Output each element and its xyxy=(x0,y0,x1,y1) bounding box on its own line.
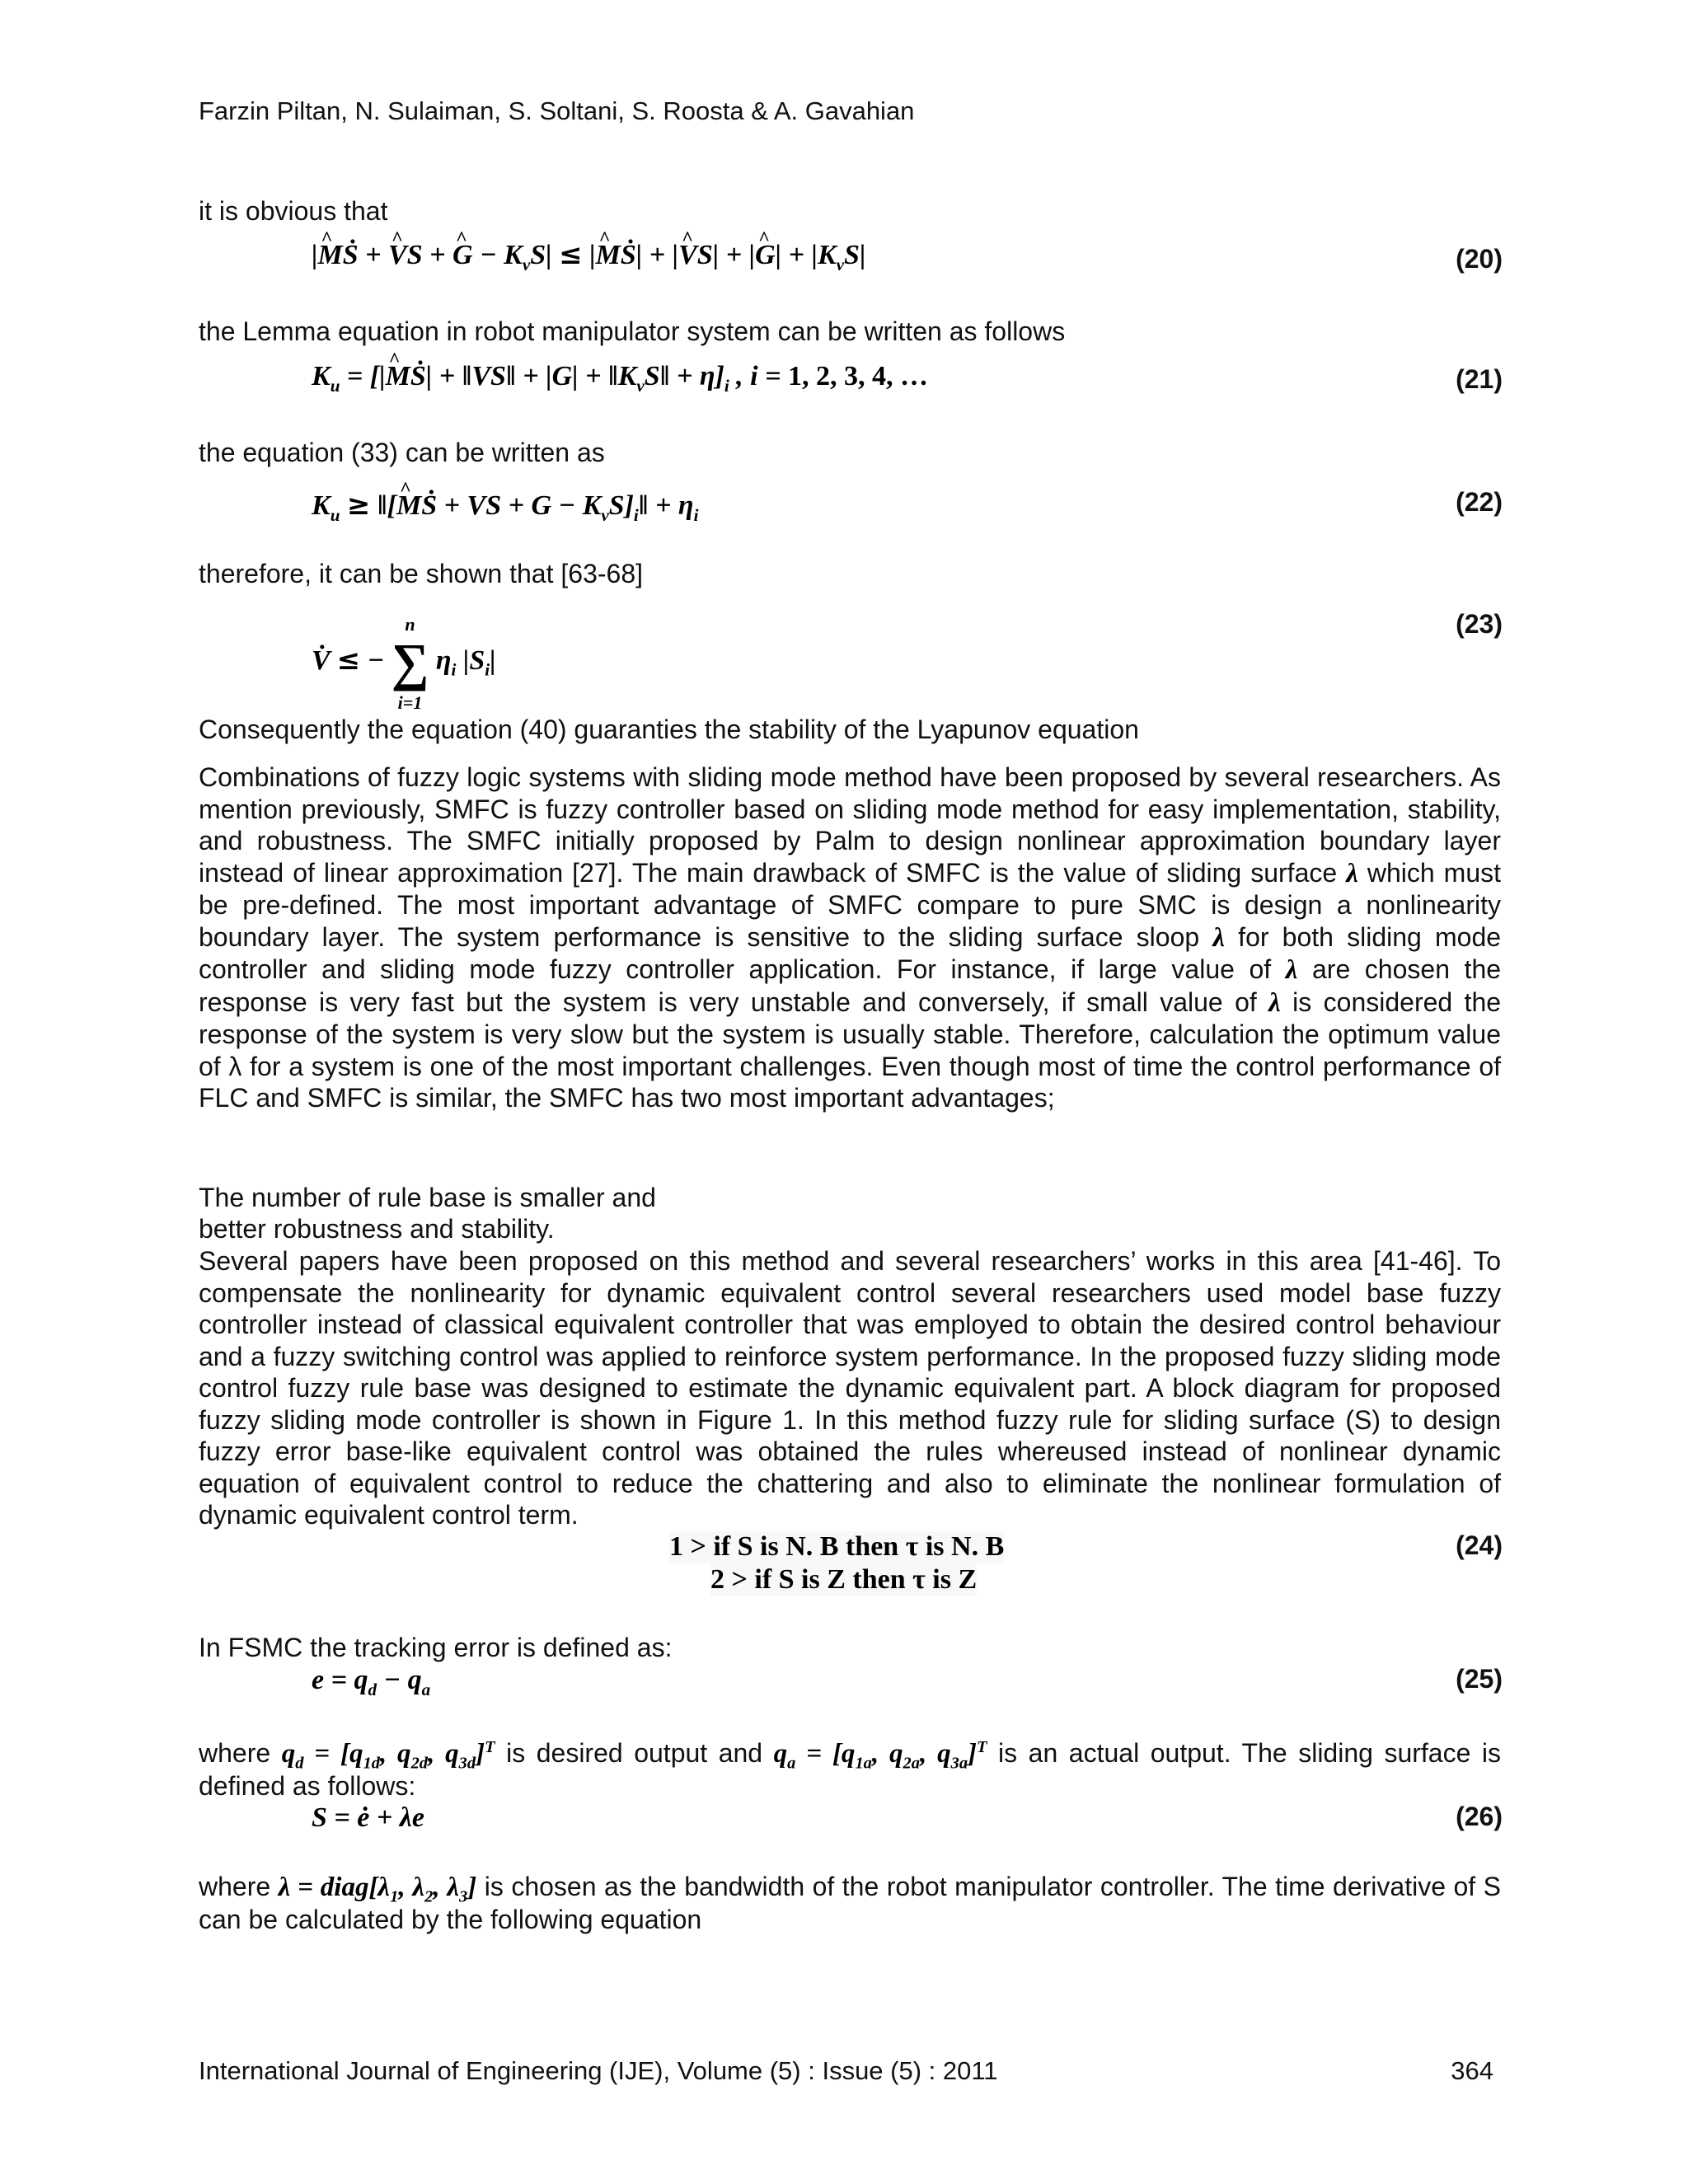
equation-24-rule-1: 1 > if S is N. B then τ is N. B xyxy=(669,1531,1005,1562)
paragraph: the Lemma equation in robot manipulator system can be written as follows xyxy=(199,316,1066,346)
paragraph: where $\lambda = diag[\lambda_1$, $\lambda_2$, $\lambda_3$] is chosen as the bandwidth of the robot manipulator controller. The time derivative of S can be calculated by the following equation xyxy=(199,1872,1502,1934)
equation-21: $K_u$ = [|^ MṠ| + ‖VS‖ + $|G| + ‖K_vS‖ + \eta]_i$ , i = 1, 2, 3, 4, … xyxy=(312,361,928,393)
paragraph: Combinations of fuzzy logic systems with sliding mode method have been proposed by several researchers. As mention previously, SMFC is fuzzy controller based on sliding mode method for easy implementation, stability, and robustness. The SMFC initially proposed by Palm to design nonlinear approximation boundary layer instead of linear approximation [27]. The main drawback of SMFC is the value of sliding surface λ which must be pre-defined. The most important advantage of SMFC compare to pure SMC is design a nonlinearity boundary layer. The system performance is sensitive to the sliding surface sloop λ for both sliding mode controller and sliding mode fuzzy controller application. For instance, if large value of λ are chosen the response is very fast but the system is very unstable and conversely, if small value of λ is considered the response of the system is very slow but the system is usually stable. Therefore, calculation the optimum value of λ for a system is one of the most important challenges. Even though most of time the control performance of FLC and SMFC is similar, the SMFC has two most important advantages; xyxy=(199,762,1502,1113)
equation-26: S = ė + λe xyxy=(312,1802,424,1833)
equation-25: $e = q_d - q_a$ xyxy=(312,1665,431,1699)
paragraph: the equation (33) can be written as xyxy=(199,438,605,467)
paragraph: therefore, it can be shown that [63-68] xyxy=(199,559,643,588)
paragraph: In FSMC the tracking error is defined as: xyxy=(199,1633,673,1662)
equation-22: $K_u$ ≥ ‖[^ MṠ + VS + $G - K_vS]_i‖ + \eta_i$ xyxy=(312,490,698,523)
list-item: better robustness and stability. xyxy=(199,1214,555,1244)
equation-number: (26) xyxy=(1456,1802,1503,1831)
equation-20: |^ MṠ + ^ VS + ^ $G - K_vS|$ ≤ |^ MṠ| + |^ VS| + |^ $G| + |K_vS|$ xyxy=(312,239,865,272)
equation-number: (23) xyxy=(1456,609,1503,639)
equation-number: (20) xyxy=(1456,244,1503,274)
list-item: The number of rule base is smaller and xyxy=(199,1183,656,1212)
paragraph: it is obvious that xyxy=(199,196,388,226)
equation-number: (21) xyxy=(1456,364,1503,394)
paragraph: Consequently the equation (40) guaranties the stability of the Lyapunov equation xyxy=(199,715,1139,744)
running-header: Farzin Piltan, N. Sulaiman, S. Soltani, S. Roosta & A. Gavahian xyxy=(199,96,915,125)
footer-journal: International Journal of Engineering (IJE), Volume (5) : Issue (5) : 2011 xyxy=(199,2056,998,2085)
paragraph: where $q_d = [q_{1d}$, $q_{2d}$, $q_{3d}]^T$ is desired output and $q_a = [q_{1a}$, $q_{2a}$, $q_{3a}]^T$ is an actual output. The sliding surface is defined as follows: xyxy=(199,1738,1502,1801)
page-number: 364 xyxy=(1451,2056,1493,2085)
equation-number: (22) xyxy=(1456,487,1503,517)
equation-24-rule-2: 2 > if S is Z then τ is Z xyxy=(710,1564,978,1595)
equation-number: (24) xyxy=(1456,1530,1503,1560)
equation-23: V̇ ≤ − n ∑ i=1 $\eta_i$ $|S_i|$ xyxy=(312,614,496,713)
equation-number: (25) xyxy=(1456,1664,1503,1694)
paragraph: Several papers have been proposed on this method and several researchers’ works in this area [41-46]. To compensate the nonlinearity for dynamic equivalent control several researchers used model base fuzzy controller instead of classical equivalent controller that was employed to obtain the desired control behaviour and a fuzzy switching control was applied to reinforce system performance. In the proposed fuzzy sliding mode control fuzzy rule base was designed to estimate the dynamic equivalent part. A block diagram for proposed fuzzy sliding mode controller is shown in Figure 1. In this method fuzzy rule for sliding surface (S) to design fuzzy error base-like equivalent control was obtained the rules whereused instead of nonlinear dynamic equation of equivalent control to reduce the chattering and also to eliminate the nonlinear formulation of dynamic equivalent control term. xyxy=(199,1246,1501,1530)
